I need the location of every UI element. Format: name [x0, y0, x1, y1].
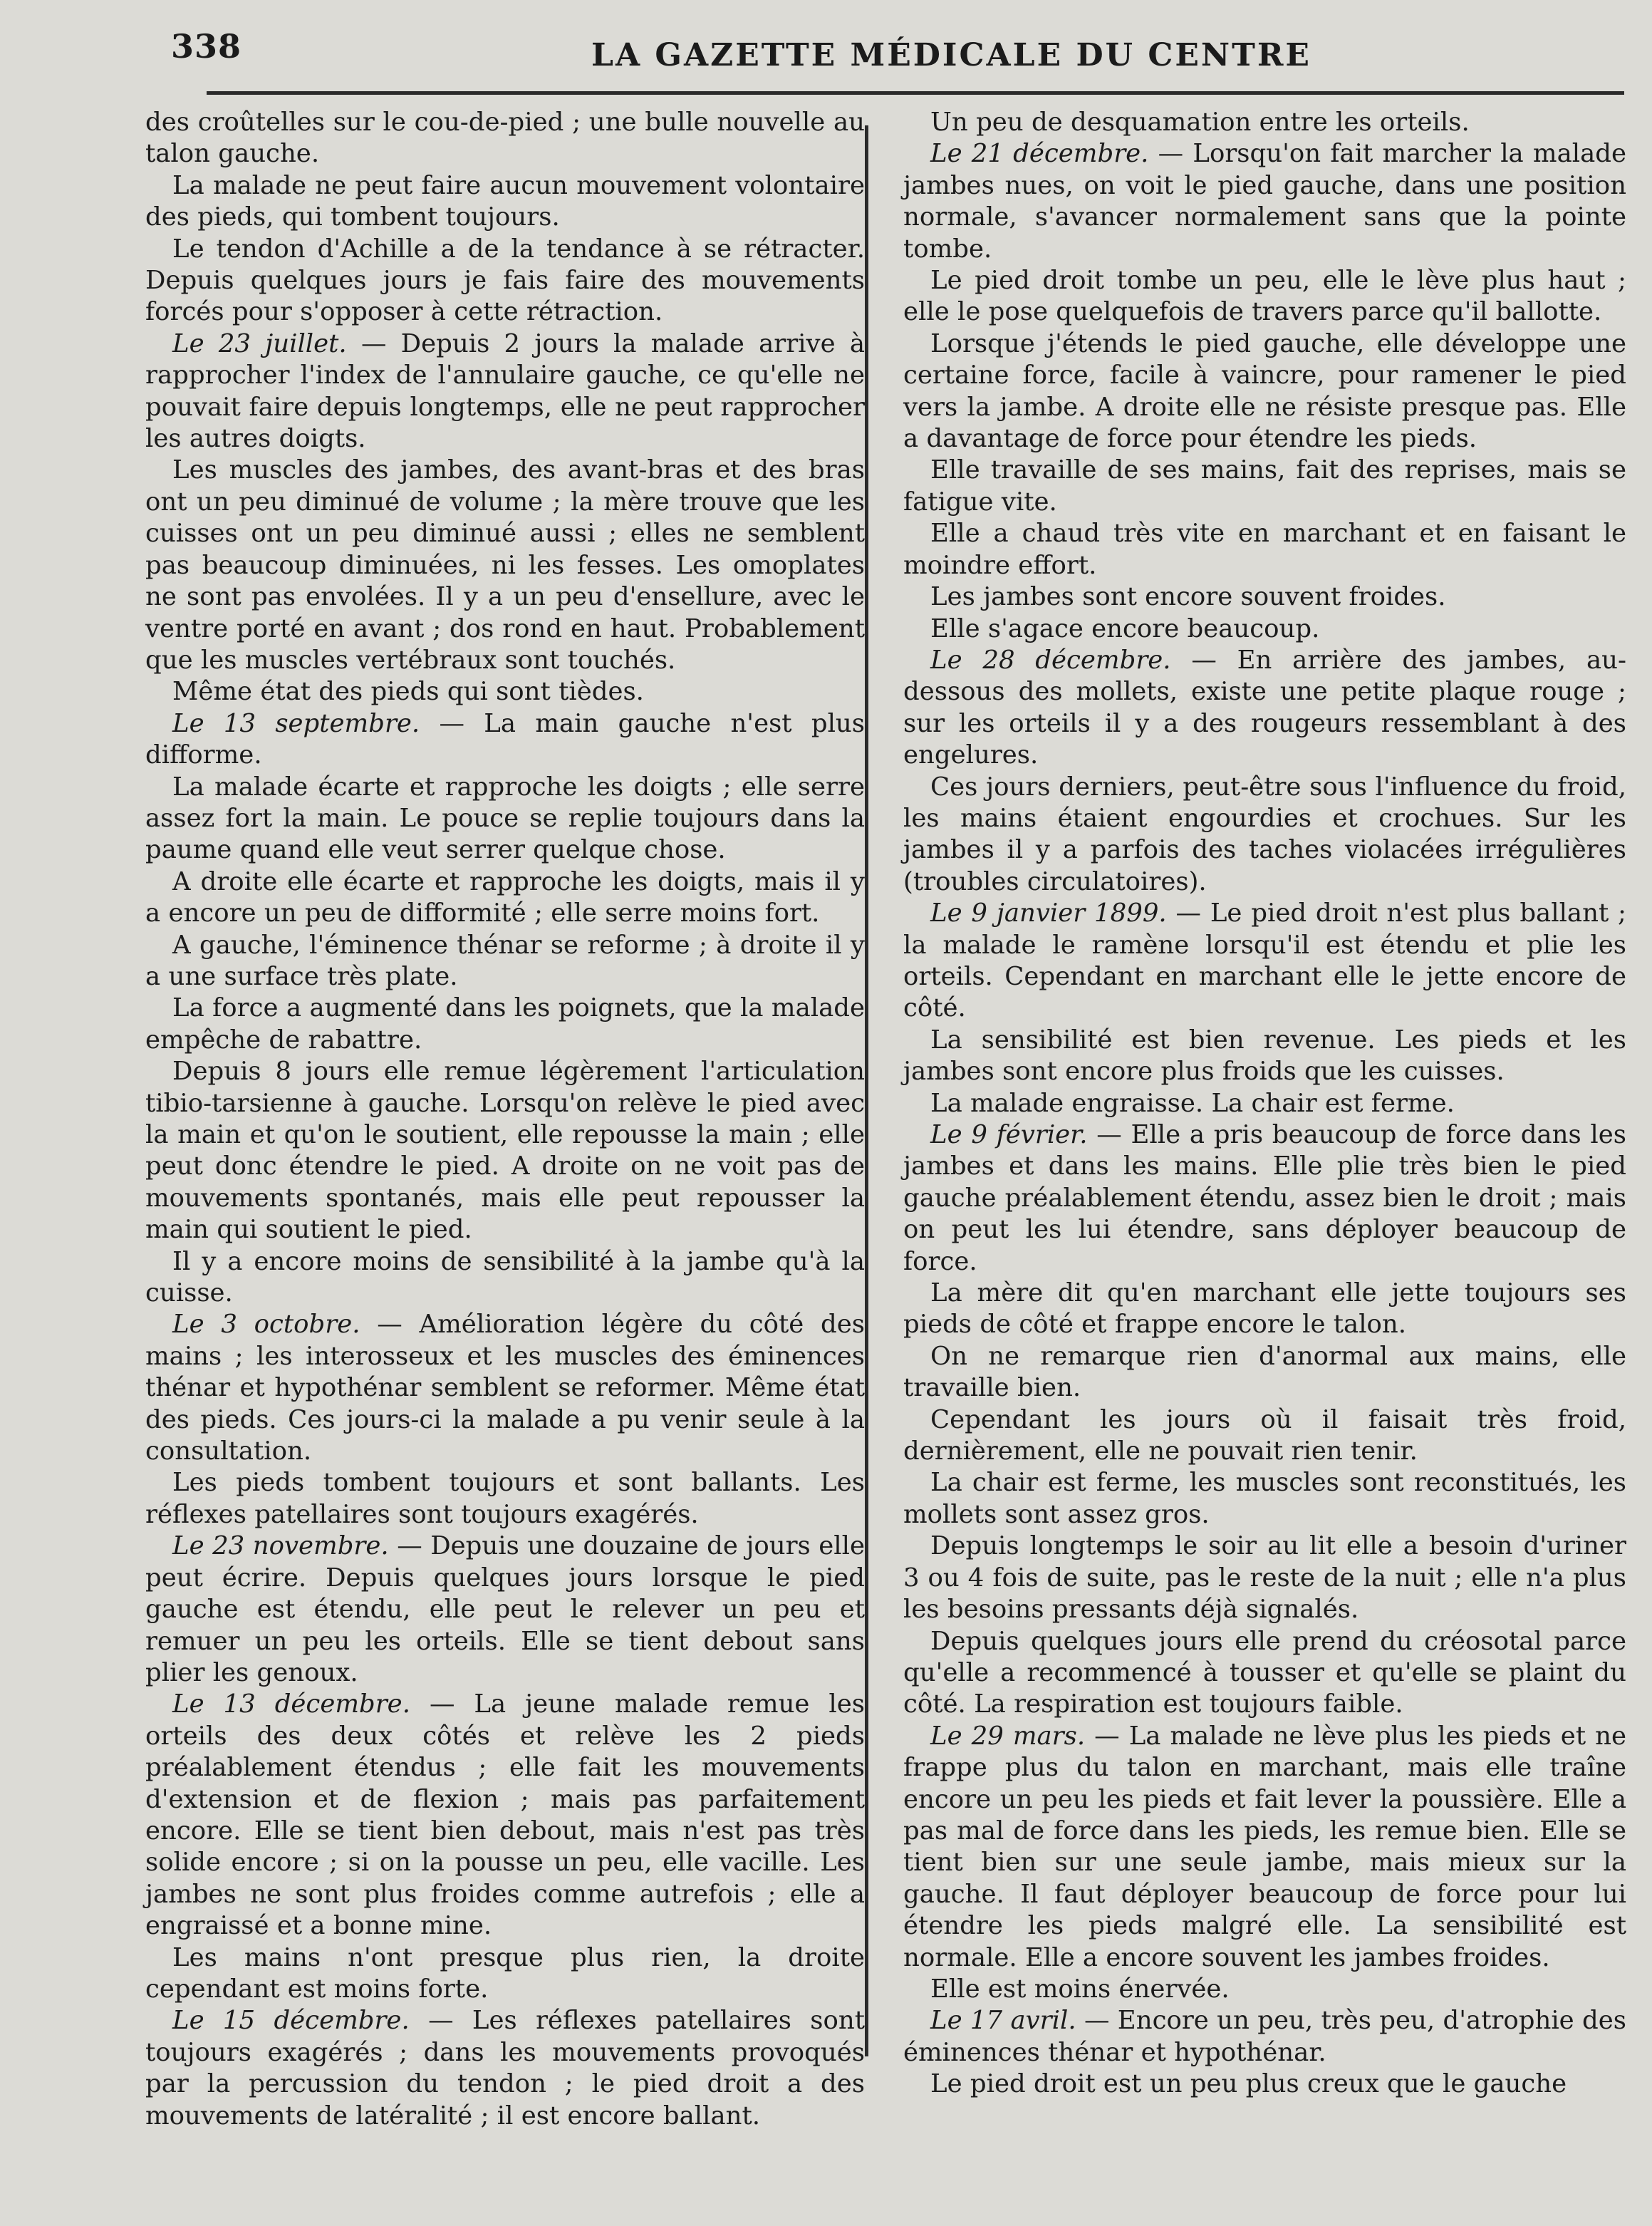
paragraph-text: Le pied droit est un peu plus creux que le gauche — [930, 2069, 1567, 2099]
paragraph — [903, 1119, 1626, 1278]
paragraph — [145, 930, 865, 993]
paragraph — [145, 328, 865, 455]
paragraph — [903, 1341, 1626, 1404]
paragraph-text: Les jambes sont encore souvent froides. — [930, 582, 1446, 612]
header-rule — [207, 91, 1624, 95]
entry-date: Le 9 janvier 1899. — [930, 899, 1167, 928]
paragraph-text: Elle est moins énervée. — [930, 1974, 1230, 2004]
paragraph-text: La malade ne peut faire aucun mouvement volontaire des pieds, qui tombent toujours. — [145, 170, 865, 232]
paragraph-text: Le tendon d'Achille a de la tendance à se rétracter. Depuis quelques jours je fais faire des mouvements forcés pour s'opposer à cette rétraction. — [145, 234, 865, 327]
paragraph — [903, 518, 1626, 581]
paragraph-text: A droite elle écarte et rapproche les doigts, mais il y a encore un peu de difformité ; elle serre moins fort. — [145, 866, 865, 928]
paragraph — [145, 1246, 865, 1310]
paragraph — [145, 234, 865, 328]
paragraph — [903, 614, 1626, 645]
paragraph-text: des croûtelles sur le cou-de-pied ; une bulle nouvelle au talon gauche. — [145, 108, 865, 169]
paragraph — [145, 676, 865, 708]
paragraph — [903, 2005, 1626, 2069]
paragraph — [903, 2069, 1626, 2100]
paragraph-text: La force a augmenté dans les poignets, que la malade empêche de rabattre. — [145, 993, 865, 1055]
paragraph-text: Depuis 8 jours elle remue légèrement l'articulation tibio-tarsienne à gauche. Lorsqu'on relève le pied avec la main et qu'on le soutient, elle repousse la main ; elle peut donc étendre le pied. A droite on ne voit pas de mouvements spontanés, mais elle peut repousser la main qui soutient le pied. — [145, 1057, 865, 1245]
page-number: 338 — [171, 27, 242, 66]
paragraph — [145, 1056, 865, 1246]
paragraph-text: — Le pied droit n'est plus ballant ; la malade le ramène lorsqu'il est étendu et plie les orteils. Cependant en marchant elle le jette encore de côté. — [903, 899, 1626, 1023]
paragraph — [903, 107, 1626, 138]
paragraph — [145, 1689, 865, 1942]
paragraph — [903, 1278, 1626, 1341]
paragraph — [145, 170, 865, 234]
paragraph-text: — Les réflexes patellaires sont toujours exagérés ; dans les mouvements provoqués par la percussion du tendon ; le pied droit a des mouvements de latéralité ; il est encore ballant. — [145, 2006, 865, 2131]
paragraph-text: La chair est ferme, les muscles sont reconstitués, les mollets sont assez gros. — [903, 1468, 1626, 1529]
paragraph — [903, 1626, 1626, 1721]
entry-date: Le 23 novembre. — [172, 1531, 389, 1561]
entry-date: Le 17 avril. — [930, 2006, 1076, 2036]
paragraph-text: — La jeune malade remue les orteils des deux côtés et relève les 2 pieds préalablement étendus ; elle fait les mouvements d'extension et de flexion ; mais pas parfaitement encore. Elle se tient bien debout, mais n'est pas très solide encore ; si on la pousse un peu, elle vacille. Les jambes ne sont plus froides comme autrefois ; elle a engraissé et a bonne mine. — [145, 1689, 865, 1941]
paragraph — [903, 1404, 1626, 1468]
paragraph — [903, 328, 1626, 455]
paragraph-text: — Lorsqu'on fait marcher la malade jambes nues, on voit le pied gauche, dans une position normale, s'avancer normalement sans que la pointe tombe. — [903, 139, 1627, 264]
paragraph-text: A gauche, l'éminence thénar se reforme ; à droite il y a une surface très plate. — [145, 930, 865, 991]
paragraph — [145, 1467, 865, 1531]
paragraph — [903, 138, 1626, 265]
paragraph-text: Les muscles des jambes, des avant-bras et des bras ont un peu diminué de volume ; la mère trouve que les cuisses ont un peu diminué aussi ; elles ne semblent pas beaucoup diminuées, ni les fesses. Les omoplates ne sont pas envolées. Il y a un peu d'ensellure, avec le ventre porté en avant ; dos rond en haut. Probablement que les muscles vertébraux sont touchés. — [145, 455, 865, 675]
paragraph-text: — Elle a pris beaucoup de force dans les jambes et dans les mains. Elle plie très bien le pied gauche préalablement étendu, assez bien le droit ; mais on peut les lui étendre, sans déployer beaucoup de force. — [903, 1120, 1626, 1276]
entry-date: Le 29 mars. — [930, 1721, 1086, 1751]
paragraph — [903, 581, 1626, 613]
paragraph-text: Elle a chaud très vite en marchant et en faisant le moindre effort. — [903, 519, 1626, 580]
paragraph — [903, 1721, 1626, 1974]
paragraph-text: Depuis quelques jours elle prend du créosotal parce qu'elle a recommencé à tousser et qu'elle se plaint du côté. La respiration est toujours faible. — [903, 1626, 1626, 1719]
running-head: LA GAZETTE MÉDICALE DU CENTRE — [591, 37, 1311, 73]
paragraph — [145, 107, 865, 170]
paragraph — [903, 898, 1626, 1025]
paragraph-text: Le pied droit tombe un peu, elle le lève plus haut ; elle le pose quelquefois de travers parce qu'il ballotte. — [903, 266, 1626, 327]
paragraph-text: — Depuis une douzaine de jours elle peut écrire. Depuis quelques jours lorsque le pied gauche est étendu, elle peut le relever un peu et remuer un peu les orteils. Elle se tient debout sans plier les genoux. — [145, 1531, 865, 1687]
entry-date: Le 23 juillet. — [172, 328, 347, 358]
paragraph-text: La malade engraisse. La chair est ferme. — [930, 1088, 1455, 1118]
entry-date: Le 13 décembre. — [172, 1689, 410, 1719]
paragraph-text: — La main gauche n'est plus difforme. — [145, 708, 866, 770]
paragraph-text: — Amélioration légère du côté des mains ; les interosseux et les muscles des éminences thénar et hypothénar semblent se reformer. Même état des pieds. Ces jours-ci la malade a pu venir seule à la consultation. — [145, 1310, 865, 1466]
paragraph — [903, 265, 1626, 328]
paragraph — [145, 866, 865, 930]
paragraph — [145, 1309, 865, 1467]
paragraph — [145, 455, 865, 676]
entry-date: Le 15 décembre. — [172, 2006, 410, 2036]
paragraph-text: Un peu de desquamation entre les orteils. — [930, 108, 1470, 137]
paragraph-text: On ne remarque rien d'anormal aux mains, elle travaille bien. — [903, 1341, 1626, 1403]
paragraph — [903, 455, 1626, 518]
paragraph-text: Elle s'agace encore beaucoup. — [930, 614, 1320, 643]
paragraph — [145, 708, 865, 772]
column-divider — [865, 125, 868, 2056]
paragraph-text: Les pieds tombent toujours et sont ballants. Les réflexes patellaires sont toujours exagérés. — [145, 1468, 865, 1529]
paragraph-text: — En arrière des jambes, au-dessous des mollets, existe une petite plaque rouge ; sur les orteils il y a des rougeurs ressemblant à des engelures. — [903, 645, 1626, 770]
paragraph-text: — Encore un peu, très peu, d'atrophie des éminences thénar et hypothénar. — [903, 2006, 1626, 2067]
right-column — [903, 107, 1627, 2099]
paragraph-text: La malade écarte et rapproche les doigts ; elle serre assez fort la main. Le pouce se replie toujours dans la paume quand elle veut serrer quelque chose. — [145, 772, 865, 865]
paragraph-text: Depuis longtemps le soir au lit elle a besoin d'uriner 3 ou 4 fois de suite, pas le reste de la nuit ; elle n'a plus les besoins pressants déjà signalés. — [903, 1531, 1626, 1625]
paragraph — [145, 993, 865, 1056]
paragraph — [903, 1531, 1626, 1625]
paragraph — [903, 1088, 1626, 1119]
entry-date: Le 3 octobre. — [172, 1310, 360, 1340]
paragraph — [903, 1025, 1626, 1088]
paragraph-text: Lorsque j'étends le pied gauche, elle développe une certaine force, facile à vaincre, pour ramener le pied vers la jambe. A droite elle ne résiste presque pas. Elle a davantage de force pour étendre les pieds. — [903, 328, 1626, 454]
paragraph — [903, 645, 1626, 772]
paragraph — [145, 2005, 865, 2132]
paragraph — [145, 1942, 865, 2006]
paragraph-text: La mère dit qu'en marchant elle jette toujours ses pieds de côté et frappe encore le talon. — [903, 1278, 1626, 1340]
paragraph-text: Elle travaille de ses mains, fait des reprises, mais se fatigue vite. — [903, 455, 1626, 517]
left-column — [145, 107, 866, 2131]
paragraph-text: La sensibilité est bien revenue. Les pieds et les jambes sont encore plus froids que les cuisses. — [903, 1025, 1626, 1087]
entry-date: Le 13 septembre. — [172, 708, 420, 738]
paragraph — [145, 1531, 865, 1689]
paragraph-text: Les mains n'ont presque plus rien, la droite cependant est moins forte. — [145, 1942, 865, 2004]
paragraph — [903, 772, 1626, 899]
entry-date: Le 21 décembre. — [930, 139, 1149, 169]
paragraph-text: Il y a encore moins de sensibilité à la jambe qu'à la cuisse. — [145, 1246, 865, 1308]
paragraph-text: — La malade ne lève plus les pieds et ne frappe plus du talon en marchant, mais elle traîne encore un peu les pieds et fait lever la poussière. Elle a pas mal de force dans les pieds, les remue bien. Elle se tient bien sur une seule jambe, mais mieux sur la gauche. Il faut déployer beaucoup de force pour lui étendre les pieds malgré elle. La sensibilité est normale. Elle a encore souvent les jambes froides. — [903, 1721, 1626, 1972]
paragraph-text: Cependant les jours où il faisait très froid, dernièrement, elle ne pouvait rien tenir. — [903, 1404, 1626, 1466]
entry-date: Le 28 décembre. — [930, 645, 1171, 675]
paragraph — [903, 1974, 1626, 2005]
paragraph-text: — Depuis 2 jours la malade arrive à rapprocher l'index de l'annulaire gauche, ce qu'elle ne pouvait faire depuis longtemps, elle ne peut rapprocher les autres doigts. — [145, 328, 865, 454]
paragraph-text: Ces jours derniers, peut-être sous l'influence du froid, les mains étaient engourdies et crochues. Sur les jambes il y a parfois des taches violacées irrégulières (troubles circulatoires). — [903, 772, 1626, 896]
paragraph-text: Même état des pieds qui sont tièdes. — [172, 677, 644, 707]
paragraph — [903, 1467, 1626, 1531]
entry-date: Le 9 février. — [930, 1120, 1088, 1149]
paragraph — [145, 772, 865, 866]
